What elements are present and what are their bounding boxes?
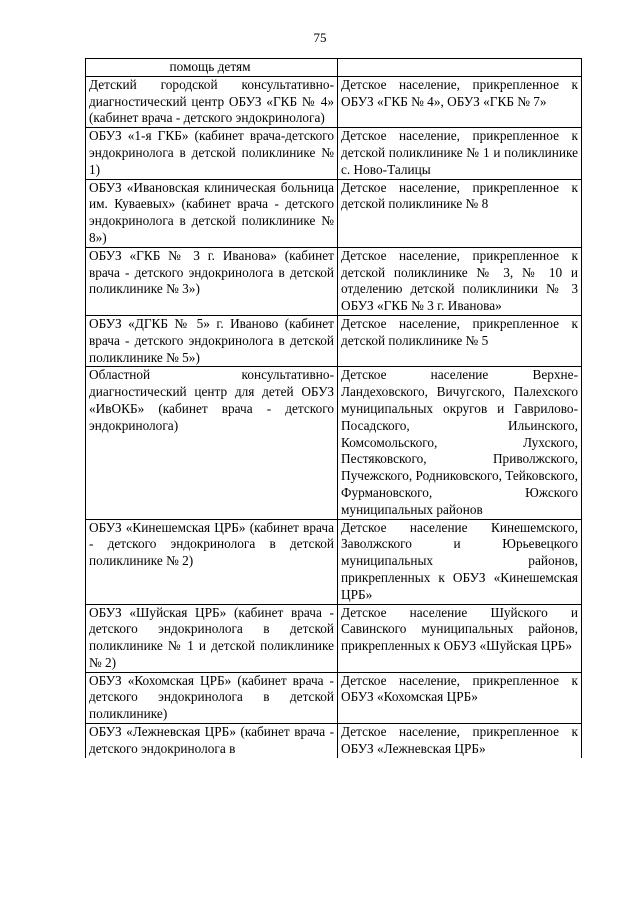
table-row (86, 179, 582, 247)
table-row (86, 59, 582, 77)
population-cell: Детское население, прикрепленное к детской поликлинике № 8 (338, 179, 582, 247)
facility-cell: Детский городской консультативно-диагностический центр ОБУЗ «ГКБ № 4» (кабинет врача - детского эндокринолога) (86, 76, 338, 127)
population-cell: Детское население, прикрепленное к ОБУЗ «Кохомская ЦРБ» (338, 672, 582, 723)
population-cell (338, 59, 582, 77)
facility-cell: ОБУЗ «Кинешемская ЦРБ» (кабинет врача - детского эндокринолога в детской поликлинике № 2) (86, 519, 338, 604)
table-row (86, 76, 582, 127)
facility-cell: Областной консультативно-диагностический центр для детей ОБУЗ «ИвОКБ» (кабинет врача - детского эндокринолога) (86, 367, 338, 519)
population-cell: Детское население, прикрепленное к ОБУЗ «ГКБ № 4», ОБУЗ «ГКБ № 7» (338, 76, 582, 127)
facility-cell: ОБУЗ «1-я ГКБ» (кабинет врача-детского эндокринолога в детской поликлинике № 1) (86, 128, 338, 179)
table-row (86, 724, 582, 758)
table-row (86, 247, 582, 315)
population-cell: Детское население Шуйского и Савинского муниципальных районов, прикрепленных к ОБУЗ «Шуйская ЦРБ» (338, 604, 582, 672)
population-cell: Детское население Верхне-Ландеховского, Вичугского, Палехского муниципальных округов и Гаврилово-Посадского, Ильинского, Комсомольского, Лухского, Пестяковского, Приволжского, Пучежского, Родниковского, Тейковского, Фурмановского, Южского муниципальных районов (338, 367, 582, 519)
facility-cell: ОБУЗ «Шуйская ЦРБ» (кабинет врача - детского эндокринолога в детской поликлинике № 1 и детской поликлинике № 2) (86, 604, 338, 672)
table-row (86, 604, 582, 672)
table-row (86, 315, 582, 366)
population-cell: Детское население, прикрепленное к детской поликлинике № 5 (338, 315, 582, 366)
facilities-table (85, 58, 582, 758)
table-row (86, 128, 582, 179)
facility-cell: ОБУЗ «ГКБ № 3 г. Иванова» (кабинет врача - детского эндокринолога в детской поликлинике № 3») (86, 247, 338, 315)
facility-cell: ОБУЗ «Лежневская ЦРБ» (кабинет врача - детского эндокринолога в (86, 724, 338, 758)
facility-cell: ОБУЗ «ДГКБ № 5» г. Иваново (кабинет врача - детского эндокринолога в детской поликлинике № 5») (86, 315, 338, 366)
table-row (86, 367, 582, 519)
population-cell: Детское население Кинешемского, Заволжского и Юрьевецкого муниципальных районов, прикрепленных к ОБУЗ «Кинешемская ЦРБ» (338, 519, 582, 604)
table-row (86, 519, 582, 604)
facility-cell: помощь детям (86, 59, 338, 77)
table-row (86, 672, 582, 723)
population-cell: Детское население, прикрепленное к детской поликлинике № 3, № 10 и отделению детской поликлиники № 3 ОБУЗ «ГКБ № 3 г. Иванова» (338, 247, 582, 315)
page-number: 75 (313, 30, 327, 45)
facility-cell: ОБУЗ «Ивановская клиническая больница им. Куваевых» (кабинет врача - детского эндокринолога в детской поликлинике № 8») (86, 179, 338, 247)
facility-cell: ОБУЗ «Кохомская ЦРБ» (кабинет врача - детского эндокринолога в детской поликлинике) (86, 672, 338, 723)
population-cell: Детское население, прикрепленное к детской поликлинике № 1 и поликлинике с. Ново-Талицы (338, 128, 582, 179)
population-cell: Детское население, прикрепленное к ОБУЗ «Лежневская ЦРБ» (338, 724, 582, 758)
